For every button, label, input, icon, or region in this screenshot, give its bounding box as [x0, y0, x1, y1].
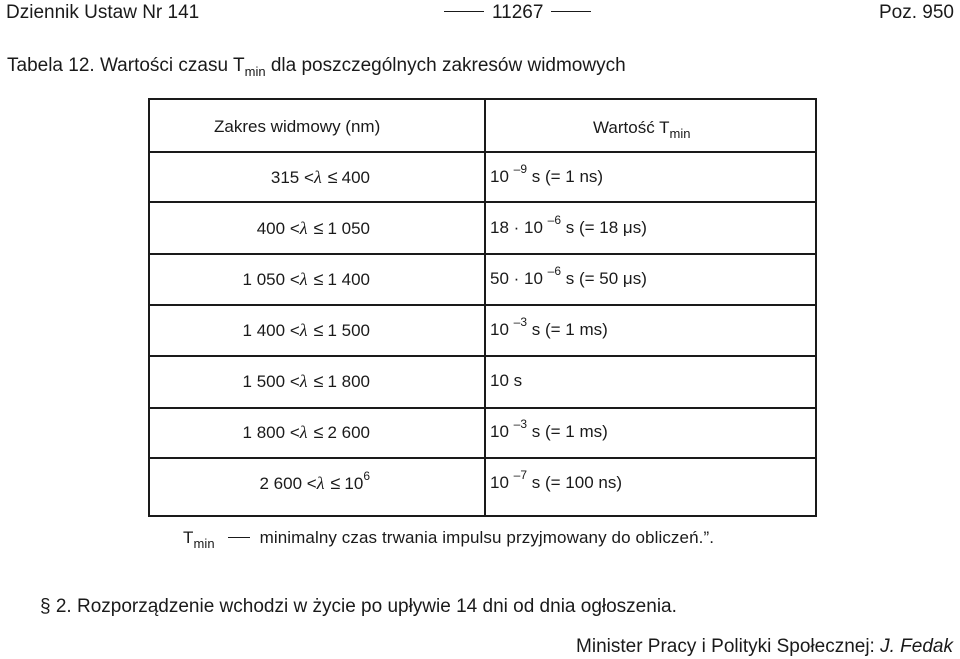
table-title	[7, 55, 626, 77]
signature-title: Minister Pracy i Polityki Społecznej:	[576, 636, 881, 657]
range-le: ≤	[313, 269, 324, 289]
journal-title: Dziennik Ustaw Nr 141	[6, 2, 200, 23]
range-upper: 1 400	[327, 270, 370, 289]
table-title-subscript: min	[244, 64, 266, 79]
value-rest: s (= 50 μs)	[565, 269, 647, 288]
value-base: 10	[490, 473, 509, 492]
range-lt: <	[289, 423, 300, 442]
value-rest: s (= 1 ms)	[531, 320, 608, 339]
lambda-symbol: λ	[299, 218, 308, 238]
range-upper: 1 500	[327, 321, 370, 340]
column-header-value	[593, 118, 691, 141]
column-header-value-prefix: Wartość T	[593, 118, 670, 137]
range-cell	[271, 167, 370, 188]
value-base: 10	[490, 422, 509, 441]
footnote-text: minimalny czas trwania impulsu przyjmowany do obliczeń.”.	[259, 528, 715, 547]
range-cell	[259, 469, 370, 494]
range-upper: 10	[344, 474, 364, 493]
row-divider	[150, 253, 815, 255]
header-divider	[150, 151, 815, 153]
value-base: 10	[490, 167, 509, 186]
range-le: ≤	[313, 371, 324, 391]
lambda-symbol: λ	[299, 371, 308, 391]
value-exponent: –6	[547, 213, 562, 227]
range-upper: 1 800	[327, 372, 370, 391]
range-lt: <	[289, 219, 300, 238]
range-le: ≤	[327, 167, 338, 187]
range-lower: 1 800	[242, 423, 286, 442]
range-cell	[243, 320, 370, 341]
footnote	[183, 528, 715, 551]
value-base: 18 · 10	[490, 218, 543, 237]
column-header-value-subscript: min	[669, 126, 691, 141]
range-upper: 400	[341, 168, 370, 187]
value-rest: s (= 100 ns)	[531, 473, 622, 492]
range-le: ≤	[330, 473, 341, 493]
table-title-prefix: Tabela 12. Wartości czasu T	[7, 55, 245, 76]
signature	[576, 636, 953, 658]
value-exponent: –7	[513, 468, 528, 482]
range-lower: 1 500	[242, 372, 286, 391]
value-cell	[490, 417, 608, 442]
lambda-symbol: λ	[299, 320, 308, 340]
range-lt: <	[289, 372, 300, 391]
value-cell	[490, 468, 622, 493]
dash-right	[551, 11, 591, 12]
lambda-symbol: λ	[299, 422, 308, 442]
range-upper: 2 600	[327, 423, 370, 442]
value-rest: s (= 1 ms)	[531, 422, 608, 441]
column-divider	[484, 100, 486, 515]
range-lower: 400	[256, 219, 286, 238]
value-base: 10	[490, 320, 509, 339]
value-cell	[490, 371, 522, 391]
range-lower: 2 600	[259, 474, 303, 493]
range-cell	[243, 422, 370, 443]
lambda-symbol: λ	[299, 269, 308, 289]
column-header-range: Zakres widmowy (nm)	[214, 117, 381, 136]
range-upper-exponent: 6	[363, 469, 370, 483]
row-divider	[150, 355, 815, 357]
lambda-symbol: λ	[313, 167, 322, 187]
value-cell	[490, 264, 647, 289]
page-number	[436, 2, 599, 24]
signature-name: J. Fedak	[880, 636, 953, 657]
range-lt: <	[289, 321, 300, 340]
range-le: ≤	[313, 320, 324, 340]
range-cell	[243, 371, 370, 392]
position-number: Poz. 950	[879, 2, 954, 23]
range-le: ≤	[313, 218, 324, 238]
range-lower: 315	[270, 168, 300, 187]
range-lt: <	[289, 270, 300, 289]
value-exponent: –9	[513, 162, 528, 176]
value-rest: s (= 1 ns)	[531, 167, 604, 186]
value-exponent: –3	[513, 417, 528, 431]
value-exponent: –6	[547, 264, 562, 278]
page-number-text: 11267	[492, 2, 544, 23]
value-cell	[490, 162, 604, 187]
range-lower: 1 050	[242, 270, 286, 289]
value-cell	[490, 213, 647, 238]
lambda-symbol: λ	[316, 473, 325, 493]
row-divider	[150, 407, 815, 409]
range-lower: 1 400	[242, 321, 286, 340]
value-exponent: –3	[513, 315, 528, 329]
range-lt: <	[304, 168, 314, 187]
footnote-dash	[228, 537, 250, 538]
footnote-subscript: min	[193, 536, 215, 551]
dash-left	[444, 11, 484, 12]
row-divider	[150, 201, 815, 203]
range-upper: 1 050	[327, 219, 370, 238]
table-title-suffix: dla poszczególnych zakresów widmowych	[270, 55, 626, 76]
value-rest: s (= 18 μs)	[565, 218, 647, 237]
range-cell	[243, 269, 370, 290]
value-base: 50 · 10	[490, 269, 543, 288]
value-cell	[490, 315, 608, 340]
row-divider	[150, 457, 815, 459]
paragraph-2: § 2. Rozporządzenie wchodzi w życie po upływie 14 dni od dnia ogłoszenia.	[40, 596, 677, 617]
range-cell	[257, 218, 370, 239]
row-divider	[150, 304, 815, 306]
range-lt: <	[306, 474, 317, 493]
value-base: 10 s	[490, 371, 523, 390]
footnote-symbol: T	[183, 528, 194, 547]
range-le: ≤	[313, 422, 324, 442]
spectral-table	[148, 98, 817, 517]
